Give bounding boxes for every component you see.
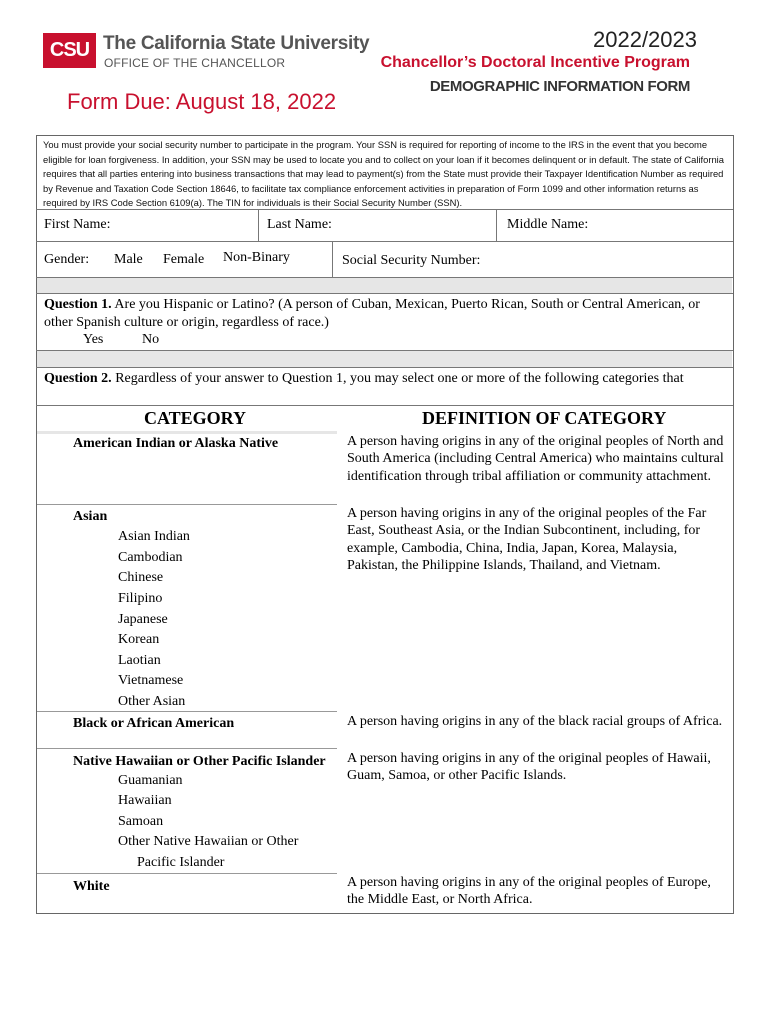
gender-option-male[interactable]: Male [114,252,143,267]
question-2-label: Question 2. [44,371,112,386]
office-name: OFFICE OF THE CHANCELLOR [104,56,286,70]
question-1-no[interactable]: No [142,332,160,347]
definition-white: A person having origins in any of the original peoples of Europe, the Middle East, or North Africa. [347,875,711,908]
question-1-label: Question 1. [44,297,112,312]
divider [36,293,733,294]
question-1-yes[interactable]: Yes [83,332,104,347]
divider [258,209,259,241]
sub-samoan[interactable]: Samoan [118,814,164,829]
gender-option-non-binary[interactable]: Non-Binary [223,250,290,265]
category-asian[interactable]: Asian [73,509,108,524]
sub-other-asian[interactable]: Other Asian [118,694,186,709]
category-american-indian[interactable]: American Indian or Alaska Native [73,436,279,451]
csu-logo: CSU [43,33,96,68]
divider [36,209,733,210]
form-due-date: Form Due: August 18, 2022 [67,89,337,114]
program-title: Chancellor’s Doctoral Incentive Program [380,54,690,71]
sub-japanese[interactable]: Japanese [118,612,168,627]
ssn-label: Social Security Number: [342,253,481,268]
divider [37,748,337,749]
sub-laotian[interactable]: Laotian [118,653,161,668]
form-title: DEMOGRAPHIC INFORMATION FORM [429,78,690,95]
divider [36,405,733,406]
divider [332,241,333,277]
last-name-label: Last Name: [267,217,332,232]
definition-column-header: DEFINITION OF CATEGORY [422,408,667,428]
definition-black: A person having origins in any of the black racial groups of Africa. [347,714,723,729]
sub-chinese[interactable]: Chinese [118,570,164,585]
divider [37,504,337,505]
question-2-text: Regardless of your answer to Question 1, you may select one or more of the following categories that [111,371,684,386]
sub-hawaiian[interactable]: Hawaiian [118,793,172,808]
category-black[interactable]: Black or African American [73,716,235,731]
gender-option-female[interactable]: Female [163,252,205,267]
sub-filipino[interactable]: Filipino [118,591,163,606]
divider [36,241,733,242]
definition-american-indian: A person having origins in any of the original peoples of North and South America (including Central America) who maintains cultural identification through tribal affiliation or community attachment. [347,434,724,484]
question-2 [44,370,724,388]
question-1 [44,296,724,332]
academic-year: 2022/2023 [593,27,697,52]
sub-other-native-hawaiian[interactable]: Other Native Hawaiian or Other [118,834,299,849]
header-underline [37,431,337,434]
ssn-notice: You must provide your social security number to participate in the program. Your SSN is required for reporting of income to the IRS in the event that you become eligible for loan forgiveness. In addition, your SSN may be used to locate you and to collect on your loan if it becomes delinquent or in default. The state of California requires that all parties entering into business transactions that may lead to payment(s) from the State must provide their Taxpayer Identification Number as required by Revenue and Taxation Code Section 18646, to facilitate tax compliance enforcement activities in preparation of Form 1099 and other information returns as required by IRS Code Section 6109(a). The TIN for individuals is their Social Security Number (SSN). [43,139,724,209]
sub-other-native-hawaiian-cont: Pacific Islander [137,855,225,870]
sub-guamanian[interactable]: Guamanian [118,773,183,788]
category-white[interactable]: White [73,879,110,894]
middle-name-label: Middle Name: [507,217,589,232]
spacer-bar [37,351,732,367]
spacer-bar [37,278,732,293]
divider [36,367,733,368]
sub-korean[interactable]: Korean [118,632,160,647]
divider [496,209,497,241]
divider [37,873,337,874]
university-name: The California State University [103,33,370,54]
definition-native-hawaiian: A person having origins in any of the original peoples of Hawaii, Guam, Samoa, or other Pacific Islands. [347,751,711,784]
question-1-text: Are you Hispanic or Latino? (A person of Cuban, Mexican, Puerto Rican, South or Central American, or other Spanish culture or origin, regardless of race.) [44,297,700,330]
sub-vietnamese[interactable]: Vietnamese [118,673,184,688]
sub-cambodian[interactable]: Cambodian [118,550,183,565]
first-name-label: First Name: [44,217,111,232]
gender-label: Gender: [44,252,90,267]
sub-asian-indian[interactable]: Asian Indian [118,529,190,544]
divider [37,711,337,712]
category-native-hawaiian[interactable]: Native Hawaiian or Other Pacific Islander [73,754,326,769]
definition-asian: A person having origins in any of the original peoples of the Far East, Southeast Asia, or the Indian Subcontinent, including, for example, Cambodia, China, India, Japan, Korea, Malaysia, Pakistan, the Philippine Islands, Thailand, and Vietnam. [347,506,707,574]
category-column-header: CATEGORY [144,408,247,428]
